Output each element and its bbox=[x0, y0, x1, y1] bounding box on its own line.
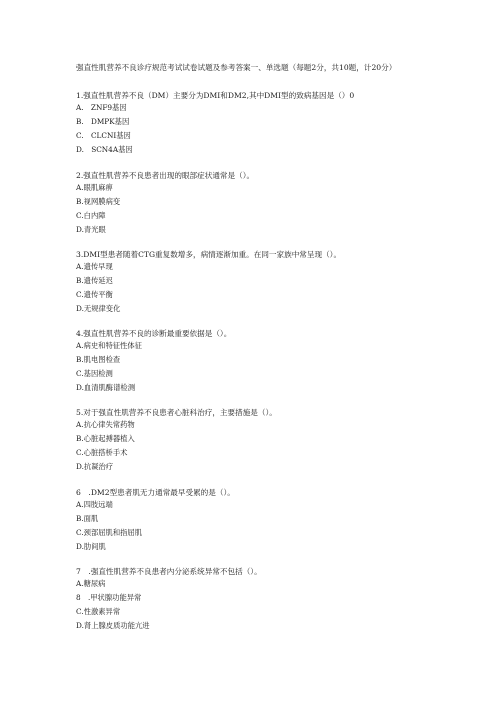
question-1 bbox=[76, 90, 456, 158]
option-a: A.病史和特征性体征 bbox=[76, 341, 142, 350]
option-b: B.视网膜病变 bbox=[76, 197, 121, 207]
question-stem: 6 .DM2型患者肌无力通常最早受累的是（）。 bbox=[76, 488, 235, 497]
option-a: A.糖尿病 bbox=[76, 579, 106, 588]
question-stem: 2.强直性肌营养不良患者出现的眼部症状通常是（）。 bbox=[76, 171, 255, 180]
option-a: A. ZNF9基因 bbox=[76, 103, 127, 112]
option-a: A.抗心律失常药物 bbox=[76, 420, 135, 429]
option-c: C.基因检测 bbox=[76, 369, 113, 379]
question-6 bbox=[76, 487, 456, 555]
question-stem: 3.DMI型患者随着CTG重复数增多，病情逐渐加重。在同一家族中常呈现（）。 bbox=[76, 250, 342, 259]
option-c: C.心脏搭桥手术 bbox=[76, 448, 128, 458]
option-c: C.遗传平衡 bbox=[76, 290, 113, 300]
question-stem: 4.强直性肌营养不良的诊断最重要依据是（）。 bbox=[76, 329, 232, 338]
option-d: D.肋间肌 bbox=[76, 542, 106, 552]
option-d: D.抗凝治疗 bbox=[76, 462, 114, 472]
option-b: B.面肌 bbox=[76, 514, 99, 524]
option-c: C. CLCNI基因 bbox=[76, 131, 131, 141]
option-b: B.肌电图检查 bbox=[76, 355, 121, 365]
option-d: D.无规律变化 bbox=[76, 304, 121, 314]
option-b: B.心脏起搏器植入 bbox=[76, 434, 135, 444]
question-stem: 5.对于强直性肌营养不良患者心脏科治疗，主要措施是（）。 bbox=[76, 408, 277, 417]
option-d: D.肾上腺皮质功能亢进 bbox=[76, 621, 150, 631]
question-4 bbox=[76, 328, 456, 396]
question-2 bbox=[76, 170, 456, 238]
option-c: C.颈部屈肌和指屈肌 bbox=[76, 528, 143, 538]
question-5 bbox=[76, 407, 456, 475]
option-d: D.血清肌酶谱检测 bbox=[76, 383, 135, 393]
option-a: A.遗传早现 bbox=[76, 262, 113, 271]
option-a: A.四肢远端 bbox=[76, 500, 113, 509]
option-c: C.白内障 bbox=[76, 211, 106, 221]
question-7 bbox=[76, 566, 456, 634]
option-c: C.性激素异常 bbox=[76, 607, 121, 617]
question-stem: 7 .强直性肌营养不良患者内分泌系统异常不包括（）。 bbox=[76, 567, 262, 576]
option-b: B. DMPK基因 bbox=[76, 117, 130, 127]
option-d: D.青光眼 bbox=[76, 225, 106, 235]
option-b: 8 .甲状腺功能异常 bbox=[76, 593, 142, 603]
question-stem: 1.强直性肌营养不良（DM）主要分为DMI和DM2,其中DMI型的致病基因是（）0 bbox=[76, 91, 355, 100]
document-title: 强直性肌营养不良诊疗规范考试试卷试题及参考答案一、单选题（每题2分，共10题，计20分） bbox=[76, 63, 397, 72]
option-d: D. SCN4A基因 bbox=[76, 145, 133, 155]
question-3 bbox=[76, 249, 456, 317]
option-b: B.遗传延迟 bbox=[76, 276, 113, 286]
option-a: A.眼肌麻痹 bbox=[76, 183, 113, 192]
